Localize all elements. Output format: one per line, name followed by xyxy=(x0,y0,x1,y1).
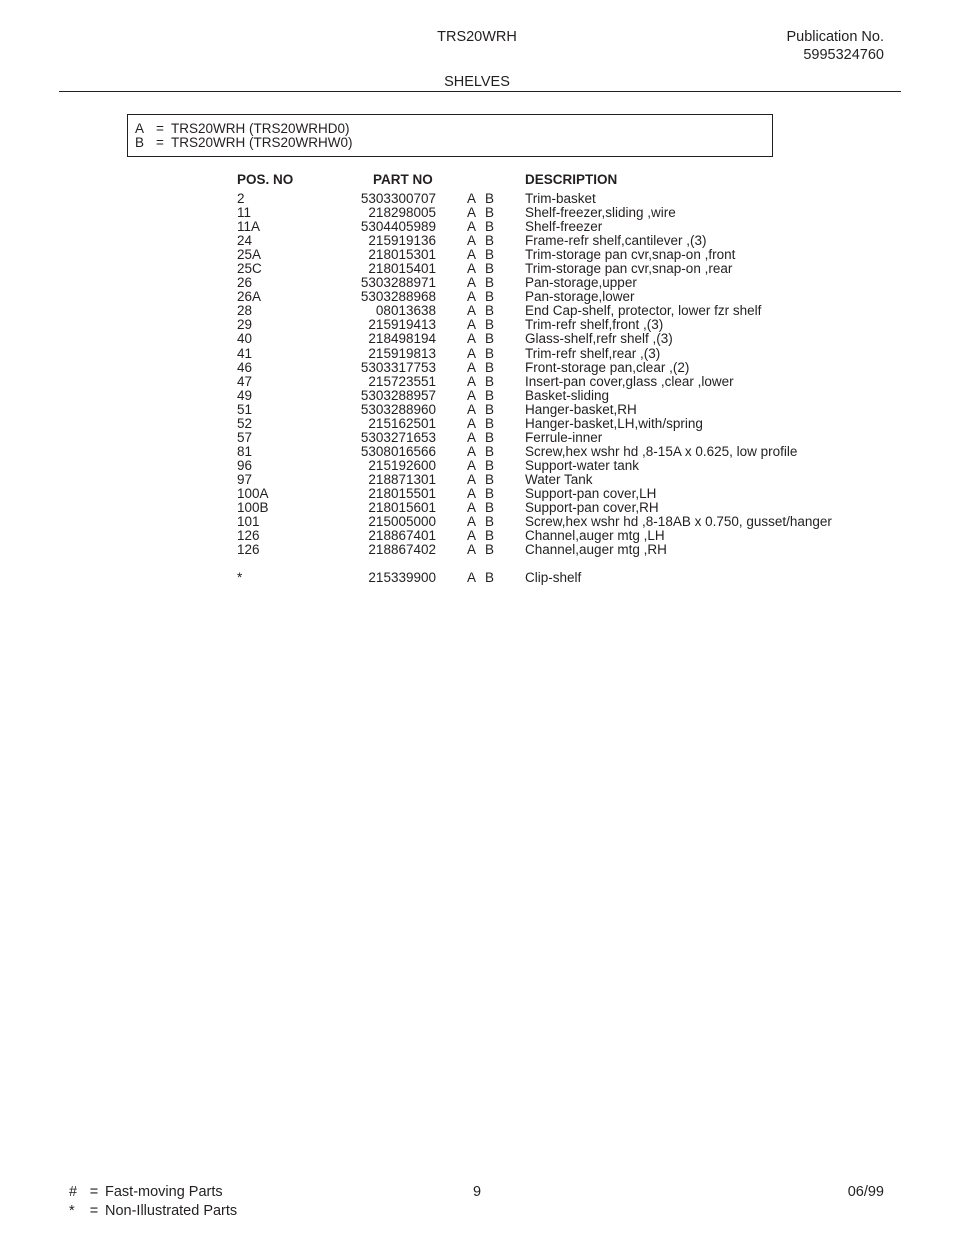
part-no-cell: 215339900 xyxy=(368,570,436,586)
table-row xyxy=(237,571,877,585)
part-no-cell: 5303271653 xyxy=(360,429,436,445)
model-b-flag: B xyxy=(485,401,495,417)
pos-no-cell: 126 xyxy=(237,528,260,544)
model-key-box xyxy=(127,114,773,157)
model-b-flag: B xyxy=(485,331,495,347)
model-key-equals: = xyxy=(156,135,164,150)
part-no-cell: 215919413 xyxy=(368,317,436,333)
model-b-flag: B xyxy=(485,514,495,530)
model-a-flag: A xyxy=(467,443,477,459)
table-row xyxy=(237,445,877,459)
part-no-cell: 5303300707 xyxy=(360,191,436,206)
part-no-cell: 5308016566 xyxy=(360,443,436,459)
table-row xyxy=(237,248,877,262)
model-a-flag: A xyxy=(467,471,477,487)
table-row xyxy=(237,347,877,361)
part-no-cell: 5304405989 xyxy=(360,219,436,235)
pos-no-cell: 96 xyxy=(237,457,253,473)
model-b-flag: B xyxy=(485,205,495,221)
description-cell: Hanger-basket,RH xyxy=(525,401,637,417)
pos-no-cell: 100A xyxy=(237,485,269,501)
model-b-flag: B xyxy=(485,247,495,263)
pos-no-cell: 40 xyxy=(237,331,253,347)
pos-no-cell: 126 xyxy=(237,542,260,558)
model-key-equals: = xyxy=(156,121,164,136)
pos-no-cell: 24 xyxy=(237,233,253,249)
pos-no-cell: 46 xyxy=(237,359,253,375)
model-b-flag: B xyxy=(485,345,495,361)
model-b-flag: B xyxy=(485,233,495,249)
model-a-flag: A xyxy=(467,219,477,235)
description-cell: Channel,auger mtg ,LH xyxy=(525,528,665,544)
description-cell: Trim-refr shelf,rear ,(3) xyxy=(525,345,661,361)
description-cell: Support-pan cover,RH xyxy=(525,500,659,516)
model-a-flag: A xyxy=(467,359,477,375)
model-b-flag: B xyxy=(485,471,495,487)
pos-no-cell: 57 xyxy=(237,429,253,445)
part-no-cell: 5303288957 xyxy=(360,387,436,403)
description-cell: Trim-refr shelf,front ,(3) xyxy=(525,317,664,333)
legend-symbol: * xyxy=(69,1203,75,1219)
description-cell: Insert-pan cover,glass ,clear ,lower xyxy=(525,373,734,389)
table-row xyxy=(237,290,877,304)
pos-no-cell: 49 xyxy=(237,387,253,403)
model-a-flag: A xyxy=(467,415,477,431)
part-no-cell: 215162501 xyxy=(368,415,436,431)
model-b-flag: B xyxy=(485,261,495,277)
pos-no-cell: 11 xyxy=(237,205,252,221)
model-a-flag: A xyxy=(467,331,477,347)
table-row xyxy=(237,487,877,501)
pos-no-cell: 97 xyxy=(237,471,253,487)
model-a-flag: A xyxy=(467,457,477,473)
part-no-cell: 218015401 xyxy=(368,261,436,277)
model-a-flag: A xyxy=(467,191,477,206)
model-b-flag: B xyxy=(485,317,495,333)
table-row xyxy=(237,403,877,417)
description-cell: Channel,auger mtg ,RH xyxy=(525,542,667,558)
part-no-cell: 5303288968 xyxy=(360,289,436,305)
legend-symbol: # xyxy=(69,1184,78,1200)
model-key-value: TRS20WRH (TRS20WRHW0) xyxy=(171,135,353,150)
publication-date: 06/99 xyxy=(847,1184,884,1200)
pos-no-cell: 100B xyxy=(237,500,269,516)
model-a-flag: A xyxy=(467,500,477,516)
part-no-cell: 218498194 xyxy=(368,331,436,347)
table-row xyxy=(237,206,877,220)
pos-no-cell: 51 xyxy=(237,401,253,417)
description-cell: End Cap-shelf, protector, lower fzr shelf xyxy=(525,303,762,319)
model-a-flag: A xyxy=(467,247,477,263)
description-cell: Shelf-freezer,sliding ,wire xyxy=(525,205,676,221)
model-a-flag: A xyxy=(467,317,477,333)
description-cell: Trim-basket xyxy=(525,191,596,206)
model-b-flag: B xyxy=(485,429,495,445)
model-b-flag: B xyxy=(485,219,495,235)
model-a-flag: A xyxy=(467,275,477,291)
pos-no-cell: 26 xyxy=(237,275,253,291)
page-title: TRS20WRH xyxy=(437,29,517,45)
model-a-flag: A xyxy=(467,261,477,277)
description-cell: Glass-shelf,refr shelf ,(3) xyxy=(525,331,673,347)
model-a-flag: A xyxy=(467,289,477,305)
pos-no-cell: 52 xyxy=(237,415,253,431)
model-b-flag: B xyxy=(485,191,495,206)
pos-no-cell: 29 xyxy=(237,317,253,333)
publication-label: Publication No. xyxy=(786,29,884,45)
part-no-cell: 5303288971 xyxy=(360,275,436,291)
model-key-letter: B xyxy=(135,135,145,150)
model-a-flag: A xyxy=(467,429,477,445)
table-row xyxy=(237,501,877,515)
description-cell: Shelf-freezer xyxy=(525,219,603,235)
description-cell: Trim-storage pan cvr,snap-on ,rear xyxy=(525,261,733,277)
model-a-flag: A xyxy=(467,528,477,544)
model-b-flag: B xyxy=(485,373,495,389)
legend-text: Fast-moving Parts xyxy=(105,1184,223,1200)
column-header-pos-no: POS. NO xyxy=(237,172,294,187)
model-key-value: TRS20WRH (TRS20WRHD0) xyxy=(171,121,350,136)
model-b-flag: B xyxy=(485,443,495,459)
table-row xyxy=(237,262,877,276)
table-row xyxy=(237,375,877,389)
model-b-flag: B xyxy=(485,387,495,403)
model-key-line xyxy=(135,122,772,136)
pos-no-cell: * xyxy=(237,570,243,586)
pos-no-cell: 28 xyxy=(237,303,253,319)
section-title: SHELVES xyxy=(444,74,510,90)
table-row xyxy=(237,515,877,529)
part-no-cell: 215919813 xyxy=(368,345,436,361)
model-b-flag: B xyxy=(485,275,495,291)
part-no-cell: 218867402 xyxy=(368,542,436,558)
model-b-flag: B xyxy=(485,485,495,501)
pos-no-cell: 2 xyxy=(237,191,245,206)
model-b-flag: B xyxy=(485,359,495,375)
description-cell: Support-water tank xyxy=(525,457,640,473)
part-no-cell: 218015601 xyxy=(368,500,436,516)
model-a-flag: A xyxy=(467,485,477,501)
model-a-flag: A xyxy=(467,345,477,361)
table-row xyxy=(237,473,877,487)
part-no-cell: 215005000 xyxy=(368,514,436,530)
model-a-flag: A xyxy=(467,233,477,249)
model-a-flag: A xyxy=(467,542,477,558)
part-no-cell: 215919136 xyxy=(368,233,436,249)
part-no-cell: 215723551 xyxy=(368,373,436,389)
part-no-cell: 5303288960 xyxy=(360,401,436,417)
table-row xyxy=(237,234,877,248)
table-row xyxy=(237,459,877,473)
model-a-flag: A xyxy=(467,303,477,319)
table-row xyxy=(237,318,877,332)
description-cell: Water Tank xyxy=(525,471,593,487)
table-row xyxy=(237,431,877,445)
model-key-letter: A xyxy=(135,121,145,136)
model-a-flag: A xyxy=(467,205,477,221)
part-no-cell: 218298005 xyxy=(368,205,436,221)
description-cell: Screw,hex wshr hd ,8-18AB x 0.750, gusset/hanger xyxy=(525,514,832,530)
part-no-cell: 218867401 xyxy=(368,528,436,544)
legend-text: Non-Illustrated Parts xyxy=(105,1203,238,1219)
part-no-cell: 08013638 xyxy=(375,303,436,319)
description-cell: Pan-storage,lower xyxy=(525,289,635,305)
pos-no-cell: 47 xyxy=(237,373,253,389)
description-cell: Trim-storage pan cvr,snap-on ,front xyxy=(525,247,736,263)
description-cell: Clip-shelf xyxy=(525,570,582,586)
table-row xyxy=(237,220,877,234)
part-no-cell: 218015501 xyxy=(368,485,436,501)
pos-no-cell: 101 xyxy=(237,514,260,530)
description-cell: Support-pan cover,LH xyxy=(525,485,657,501)
pos-no-cell: 25C xyxy=(237,261,262,277)
model-a-flag: A xyxy=(467,373,477,389)
description-cell: Basket-sliding xyxy=(525,387,610,403)
model-b-flag: B xyxy=(485,528,495,544)
model-b-flag: B xyxy=(485,303,495,319)
pos-no-cell: 41 xyxy=(237,345,253,361)
model-a-flag: A xyxy=(467,514,477,530)
legend-equals: = xyxy=(89,1203,99,1219)
legend-equals: = xyxy=(89,1184,99,1200)
model-b-flag: B xyxy=(485,570,495,586)
table-row xyxy=(237,276,877,290)
model-a-flag: A xyxy=(467,570,477,586)
description-cell: Pan-storage,upper xyxy=(525,275,637,291)
pos-no-cell: 11A xyxy=(237,219,261,235)
column-header-description: DESCRIPTION xyxy=(525,172,618,187)
pos-no-cell: 81 xyxy=(237,443,253,459)
table-row xyxy=(237,192,877,206)
model-b-flag: B xyxy=(485,289,495,305)
part-no-cell: 5303317753 xyxy=(360,359,436,375)
table-row xyxy=(237,332,877,346)
model-b-flag: B xyxy=(485,542,495,558)
legend-non-illustrated xyxy=(69,1202,237,1221)
model-a-flag: A xyxy=(467,387,477,403)
publication-number: 5995324760 xyxy=(803,47,884,63)
model-a-flag: A xyxy=(467,401,477,417)
table-row xyxy=(237,304,877,318)
part-no-cell: 218871301 xyxy=(368,471,436,487)
part-no-cell: 218015301 xyxy=(368,247,436,263)
table-row xyxy=(237,543,877,557)
table-row xyxy=(237,361,877,375)
description-cell: Hanger-basket,LH,with/spring xyxy=(525,415,703,431)
description-cell: Frame-refr shelf,cantilever ,(3) xyxy=(525,233,707,249)
pos-no-cell: 25A xyxy=(237,247,262,263)
pos-no-cell: 26A xyxy=(237,289,262,305)
model-b-flag: B xyxy=(485,457,495,473)
table-row xyxy=(237,389,877,403)
part-no-cell: 215192600 xyxy=(368,457,436,473)
description-cell: Front-storage pan,clear ,(2) xyxy=(525,359,690,375)
table-row xyxy=(237,529,877,543)
description-cell: Ferrule-inner xyxy=(525,429,603,445)
column-header-part-no: PART NO xyxy=(373,172,433,187)
model-key-line xyxy=(135,136,772,150)
model-b-flag: B xyxy=(485,415,495,431)
model-b-flag: B xyxy=(485,500,495,516)
parts-table-body xyxy=(237,192,877,585)
page-number: 9 xyxy=(472,1184,482,1200)
header-divider xyxy=(59,91,901,92)
table-row xyxy=(237,417,877,431)
description-cell: Screw,hex wshr hd ,8-15A x 0.625, low profile xyxy=(525,443,798,459)
